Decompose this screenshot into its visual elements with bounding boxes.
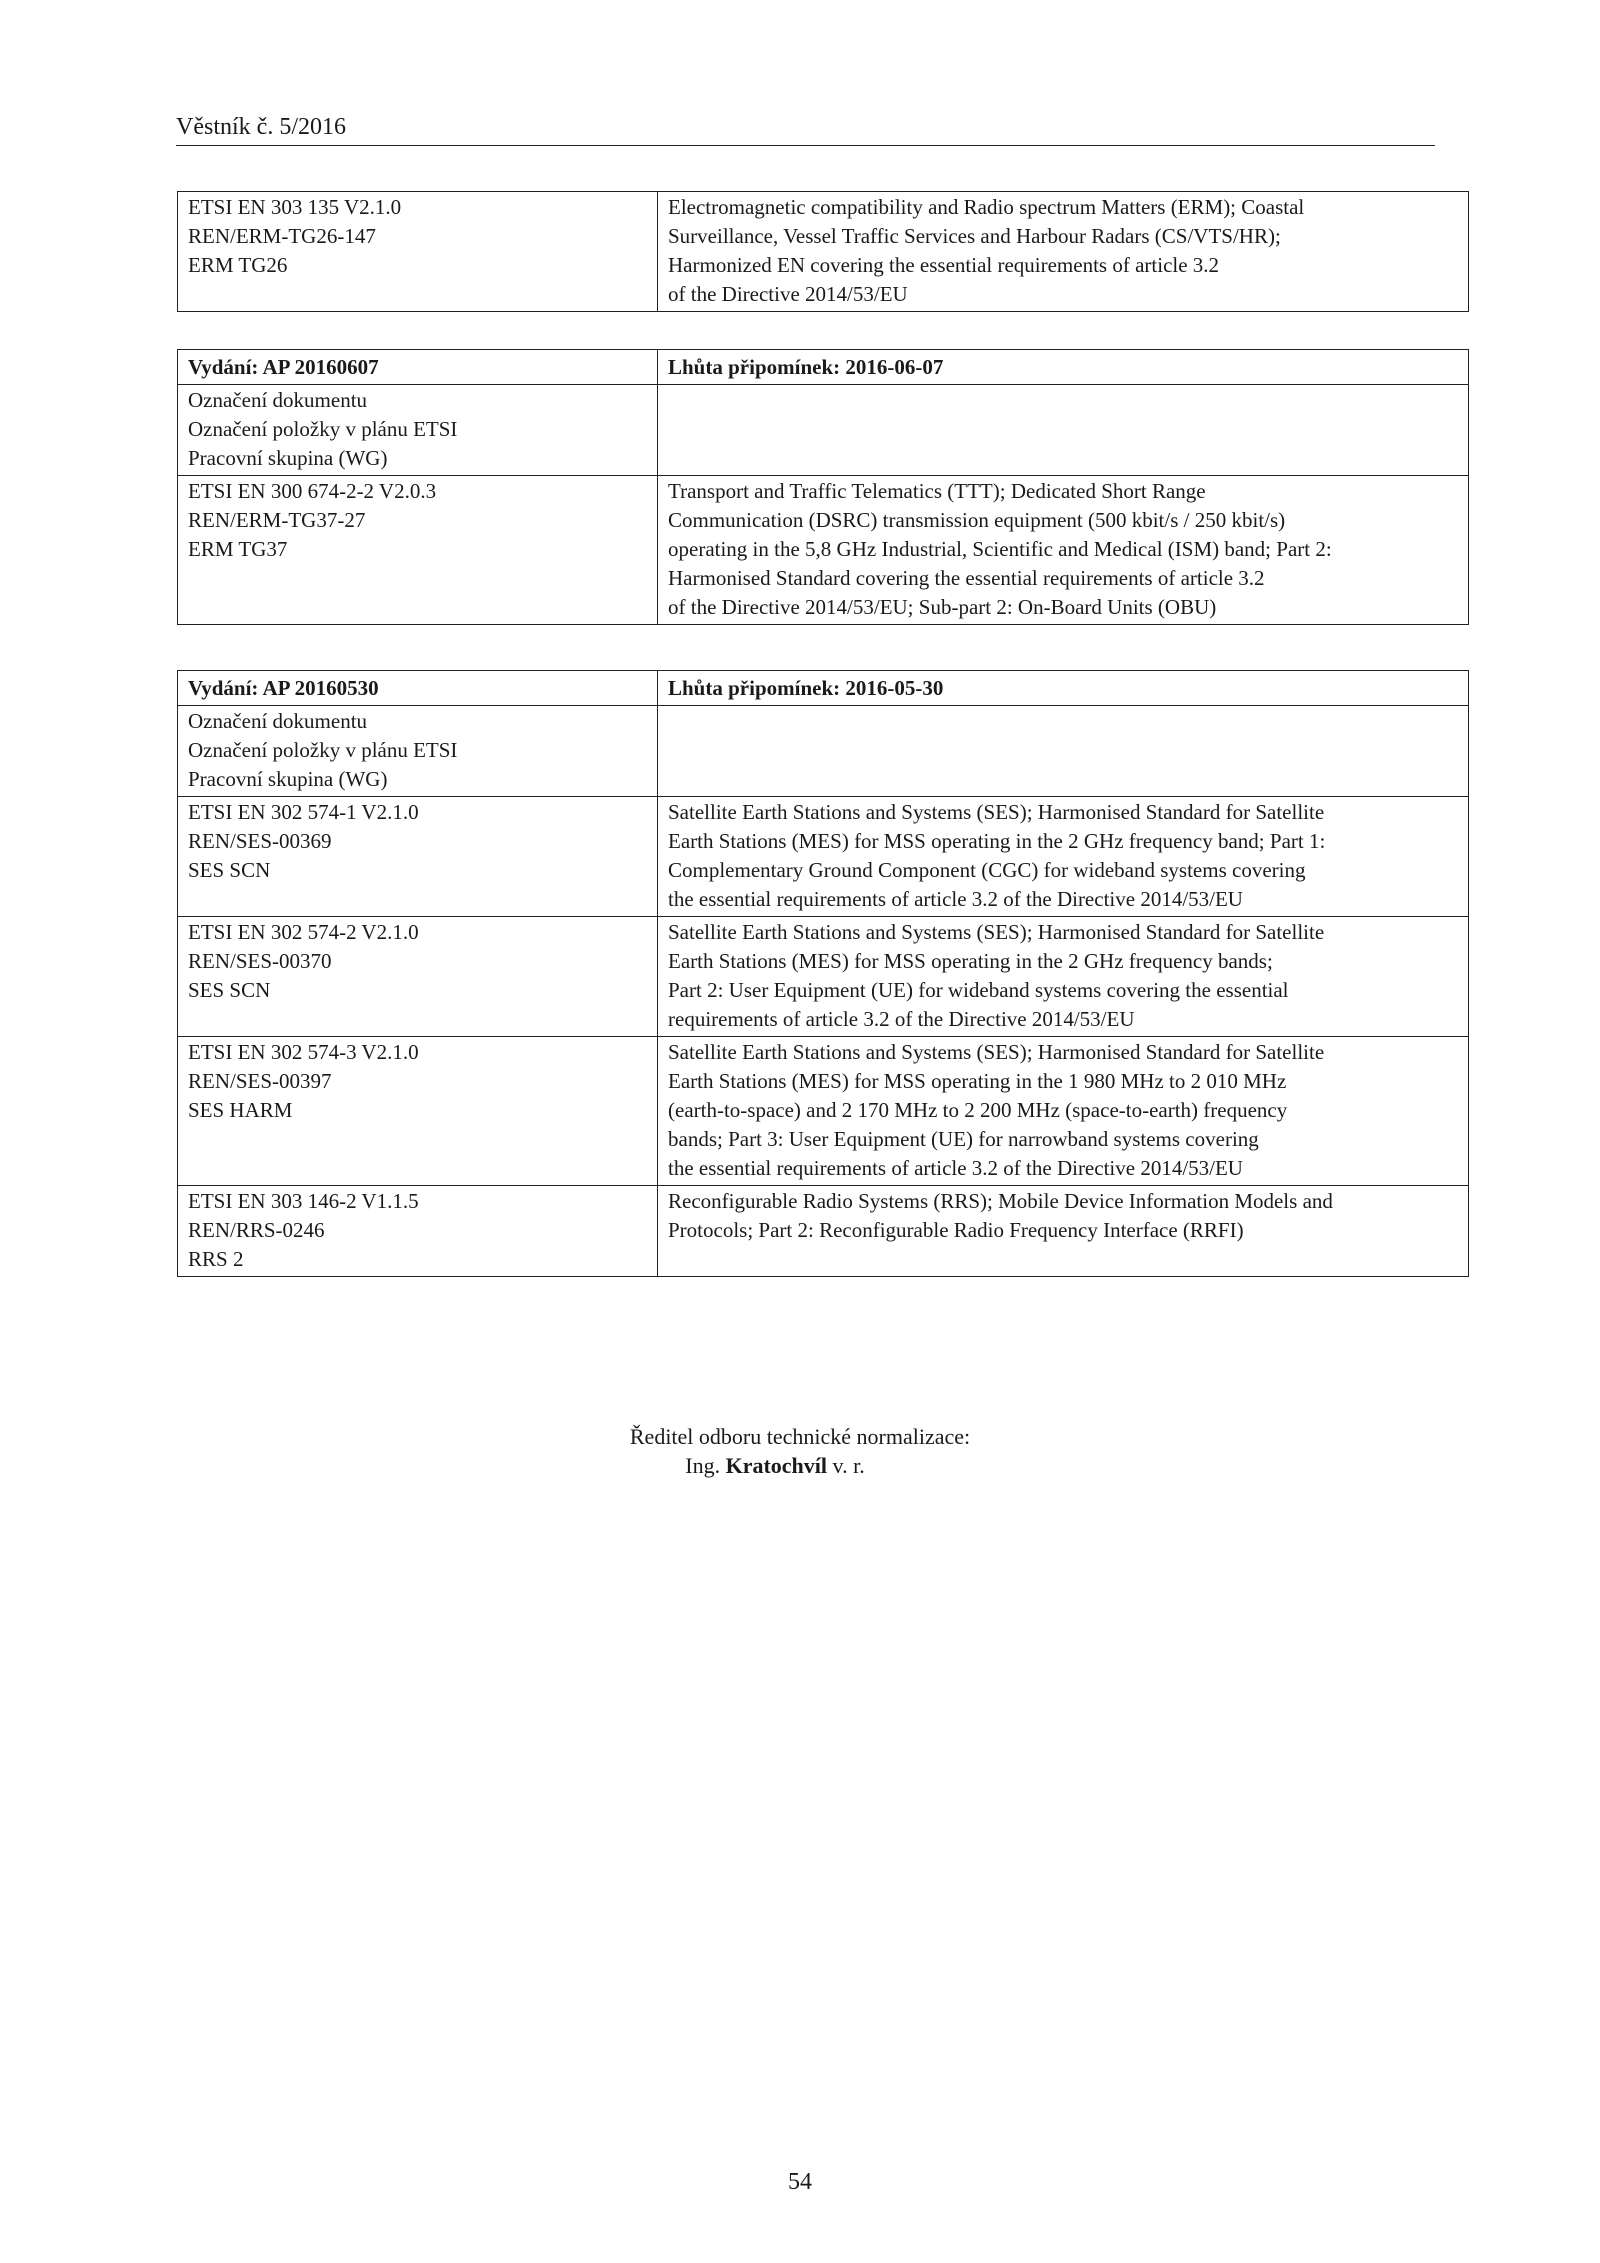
working-group: RRS 2	[188, 1247, 244, 1271]
comment-deadline: Lhůta připomínek: 2016-06-07	[658, 350, 1469, 385]
standards-table-ap20160607	[177, 349, 1469, 625]
comment-deadline: Lhůta připomínek: 2016-05-30	[658, 671, 1469, 706]
work-item-id: REN/SES-00369	[188, 829, 332, 853]
empty-cell	[658, 385, 1469, 476]
work-item-id: REN/RRS-0246	[188, 1218, 325, 1242]
title-line: Earth Stations (MES) for MSS operating in the 1 980 MHz to 2 010 MHz	[668, 1069, 1287, 1093]
document-number: ETSI EN 303 146-2 V1.1.5	[188, 1189, 419, 1213]
document-designation-cell	[178, 1186, 658, 1277]
document-title-cell	[658, 1186, 1469, 1277]
table-row	[178, 476, 1469, 625]
label-document-designation: Označení dokumentu	[188, 388, 368, 412]
empty-cell	[658, 706, 1469, 797]
document-title-cell	[658, 192, 1469, 312]
title-line: the essential requirements of article 3.2 of the Directive 2014/53/EU	[668, 1156, 1243, 1180]
column-labels-row	[178, 385, 1469, 476]
signatory-surname: Kratochvíl	[725, 1453, 828, 1478]
title-line: Harmonized EN covering the essential requirements of article 3.2	[668, 253, 1220, 277]
title-line: of the Directive 2014/53/EU	[668, 282, 908, 306]
working-group: SES HARM	[188, 1098, 293, 1122]
document-number: ETSI EN 302 574-1 V2.1.0	[188, 800, 419, 824]
label-work-item: Označení položky v plánu ETSI	[188, 417, 458, 441]
document-title-cell	[658, 476, 1469, 625]
title-line: of the Directive 2014/53/EU; Sub-part 2: On-Board Units (OBU)	[668, 595, 1217, 619]
document-title-cell	[658, 917, 1469, 1037]
table-row	[178, 192, 1469, 312]
working-group: ERM TG37	[188, 537, 288, 561]
working-group: ERM TG26	[188, 253, 288, 277]
signatory-name-line	[0, 1451, 1600, 1480]
document-designation-cell	[178, 1037, 658, 1186]
title-line: Satellite Earth Stations and Systems (SES); Harmonised Standard for Satellite	[668, 920, 1325, 944]
work-item-id: REN/SES-00370	[188, 949, 332, 973]
title-line: (earth-to-space) and 2 170 MHz to 2 200 MHz (space-to-earth) frequency	[668, 1098, 1288, 1122]
title-line: Earth Stations (MES) for MSS operating in the 2 GHz frequency bands;	[668, 949, 1273, 973]
issue-label: Vydání: AP 20160607	[178, 350, 658, 385]
table-header-row	[178, 671, 1469, 706]
document-title-cell	[658, 1037, 1469, 1186]
table-row	[178, 797, 1469, 917]
document-designation-cell	[178, 476, 658, 625]
work-item-id: REN/ERM-TG37-27	[188, 508, 366, 532]
table-row	[178, 1037, 1469, 1186]
title-line: Harmonised Standard covering the essential requirements of article 3.2	[668, 566, 1265, 590]
working-group: SES SCN	[188, 858, 271, 882]
title-line: operating in the 5,8 GHz Industrial, Scientific and Medical (ISM) band; Part 2:	[668, 537, 1332, 561]
title-line: Satellite Earth Stations and Systems (SES); Harmonised Standard for Satellite	[668, 800, 1325, 824]
document-number: ETSI EN 300 674-2-2 V2.0.3	[188, 479, 437, 503]
title-line: Transport and Traffic Telematics (TTT); Dedicated Short Range	[668, 479, 1206, 503]
document-number: ETSI EN 302 574-3 V2.1.0	[188, 1040, 419, 1064]
title-line: Surveillance, Vessel Traffic Services and Harbour Radars (CS/VTS/HR);	[668, 224, 1281, 248]
bulletin-title: Věstník č. 5/2016	[176, 114, 346, 140]
title-line: Earth Stations (MES) for MSS operating in the 2 GHz frequency band; Part 1:	[668, 829, 1326, 853]
table-row	[178, 917, 1469, 1037]
signature-block	[0, 1422, 1600, 1480]
title-line: the essential requirements of article 3.2 of the Directive 2014/53/EU	[668, 887, 1243, 911]
issue-label: Vydání: AP 20160530	[178, 671, 658, 706]
work-item-id: REN/SES-00397	[188, 1069, 332, 1093]
standards-table-ap20160530	[177, 670, 1469, 1277]
label-document-designation: Označení dokumentu	[188, 709, 368, 733]
signatory-suffix: v. r.	[832, 1453, 865, 1478]
table-row	[178, 1186, 1469, 1277]
title-line: Part 2: User Equipment (UE) for wideband systems covering the essential	[668, 978, 1289, 1002]
working-group: SES SCN	[188, 978, 271, 1002]
title-line: Electromagnetic compatibility and Radio spectrum Matters (ERM); Coastal	[668, 195, 1305, 219]
title-line: Complementary Ground Component (CGC) for wideband systems covering	[668, 858, 1306, 882]
table-header-row	[178, 350, 1469, 385]
title-line: requirements of article 3.2 of the Directive 2014/53/EU	[668, 1007, 1135, 1031]
standards-table-continued	[177, 191, 1469, 312]
label-working-group: Pracovní skupina (WG)	[188, 767, 388, 791]
title-line: bands; Part 3: User Equipment (UE) for narrowband systems covering	[668, 1127, 1259, 1151]
document-number: ETSI EN 302 574-2 V2.1.0	[188, 920, 419, 944]
work-item-id: REN/ERM-TG26-147	[188, 224, 376, 248]
column-labels-cell	[178, 385, 658, 476]
title-line: Protocols; Part 2: Reconfigurable Radio Frequency Interface (RRFI)	[668, 1218, 1244, 1242]
document-title-cell	[658, 797, 1469, 917]
title-line: Satellite Earth Stations and Systems (SES); Harmonised Standard for Satellite	[668, 1040, 1325, 1064]
column-labels-cell	[178, 706, 658, 797]
label-working-group: Pracovní skupina (WG)	[188, 446, 388, 470]
header-rule	[176, 145, 1435, 146]
document-designation-cell	[178, 192, 658, 312]
column-labels-row	[178, 706, 1469, 797]
title-line: Communication (DSRC) transmission equipment (500 kbit/s / 250 kbit/s)	[668, 508, 1286, 532]
document-designation-cell	[178, 917, 658, 1037]
document-designation-cell	[178, 797, 658, 917]
title-line: Reconfigurable Radio Systems (RRS); Mobile Device Information Models and	[668, 1189, 1333, 1213]
label-work-item: Označení položky v plánu ETSI	[188, 738, 458, 762]
page-number: 54	[788, 2169, 812, 2195]
signatory-title: Ing.	[685, 1453, 721, 1478]
signatory-position: Ředitel odboru technické normalizace:	[629, 1424, 971, 1449]
document-number: ETSI EN 303 135 V2.1.0	[188, 195, 402, 219]
